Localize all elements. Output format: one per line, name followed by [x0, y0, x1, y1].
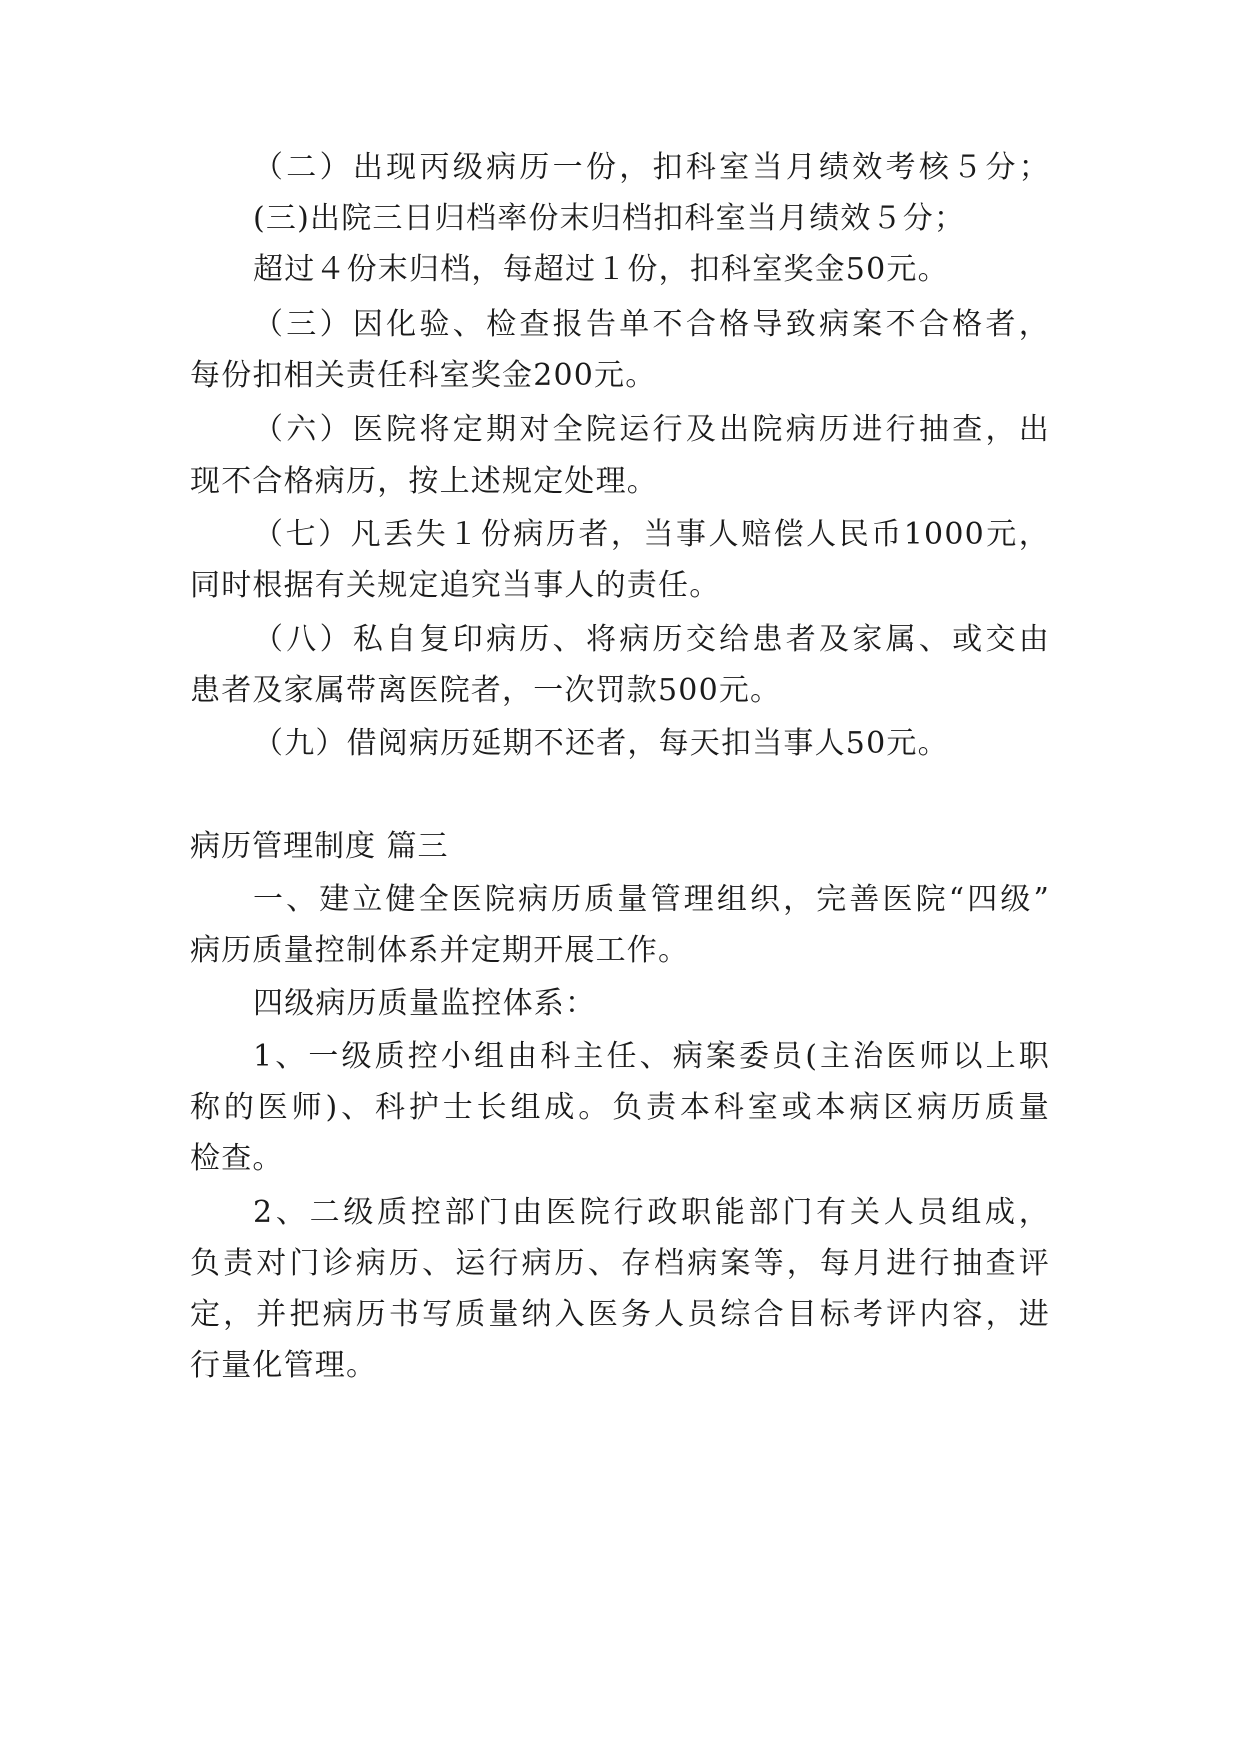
- paragraph-line: 现不合格病历，按上述规定处理。: [190, 464, 658, 499]
- paragraph-line: 四级病历质量监控体系：: [253, 986, 597, 1021]
- paragraph-line: 每份扣相关责任科室奖金200元。: [190, 358, 657, 393]
- paragraph-line: 一、建立健全医院病历质量管理组织，完善医院“四级”: [253, 882, 1050, 917]
- paragraph-line: 检查。: [190, 1141, 284, 1176]
- paragraph-line: （九）借阅病历延期不还者，每天扣当事人50元。: [253, 726, 949, 761]
- paragraph-line: 患者及家属带离医院者，一次罚款500元。: [190, 673, 782, 708]
- paragraph-line: （六）医院将定期对全院运行及出院病历进行抽查，出: [253, 412, 1050, 447]
- paragraph-line: 超过４份末归档，每超过１份，扣科室奖金50元。: [253, 252, 949, 287]
- paragraph-line: 定，并把病历书写质量纳入医务人员综合目标考评内容，进: [190, 1297, 1050, 1332]
- section-heading: 病历管理制度 篇三: [190, 829, 449, 864]
- paragraph-line: 1、一级质控小组由科主任、病案委员(主治医师以上职: [253, 1039, 1050, 1074]
- paragraph-line: 同时根据有关规定追究当事人的责任。: [190, 568, 721, 603]
- paragraph-line: 称的医师)、科护士长组成。负责本科室或本病区病历质量: [190, 1090, 1050, 1125]
- paragraph-line: （七）凡丢失１份病历者，当事人赔偿人民币1000元，: [253, 517, 1050, 552]
- paragraph-line: 行量化管理。: [190, 1348, 378, 1383]
- paragraph-line: （二）出现丙级病历一份，扣科室当月绩效考核５分；: [253, 150, 1050, 185]
- paragraph-line: (三)出院三日归档率份末归档扣科室当月绩效５分；: [253, 201, 966, 236]
- paragraph-line: 病历质量控制体系并定期开展工作。: [190, 933, 690, 968]
- paragraph-line: 2、二级质控部门由医院行政职能部门有关人员组成，: [253, 1195, 1050, 1230]
- paragraph-line: （八）私自复印病历、将病历交给患者及家属、或交由: [253, 622, 1050, 657]
- paragraph-line: 负责对门诊病历、运行病历、存档病案等，每月进行抽查评: [190, 1246, 1050, 1281]
- paragraph-line: （三）因化验、检查报告单不合格导致病案不合格者，: [253, 307, 1050, 342]
